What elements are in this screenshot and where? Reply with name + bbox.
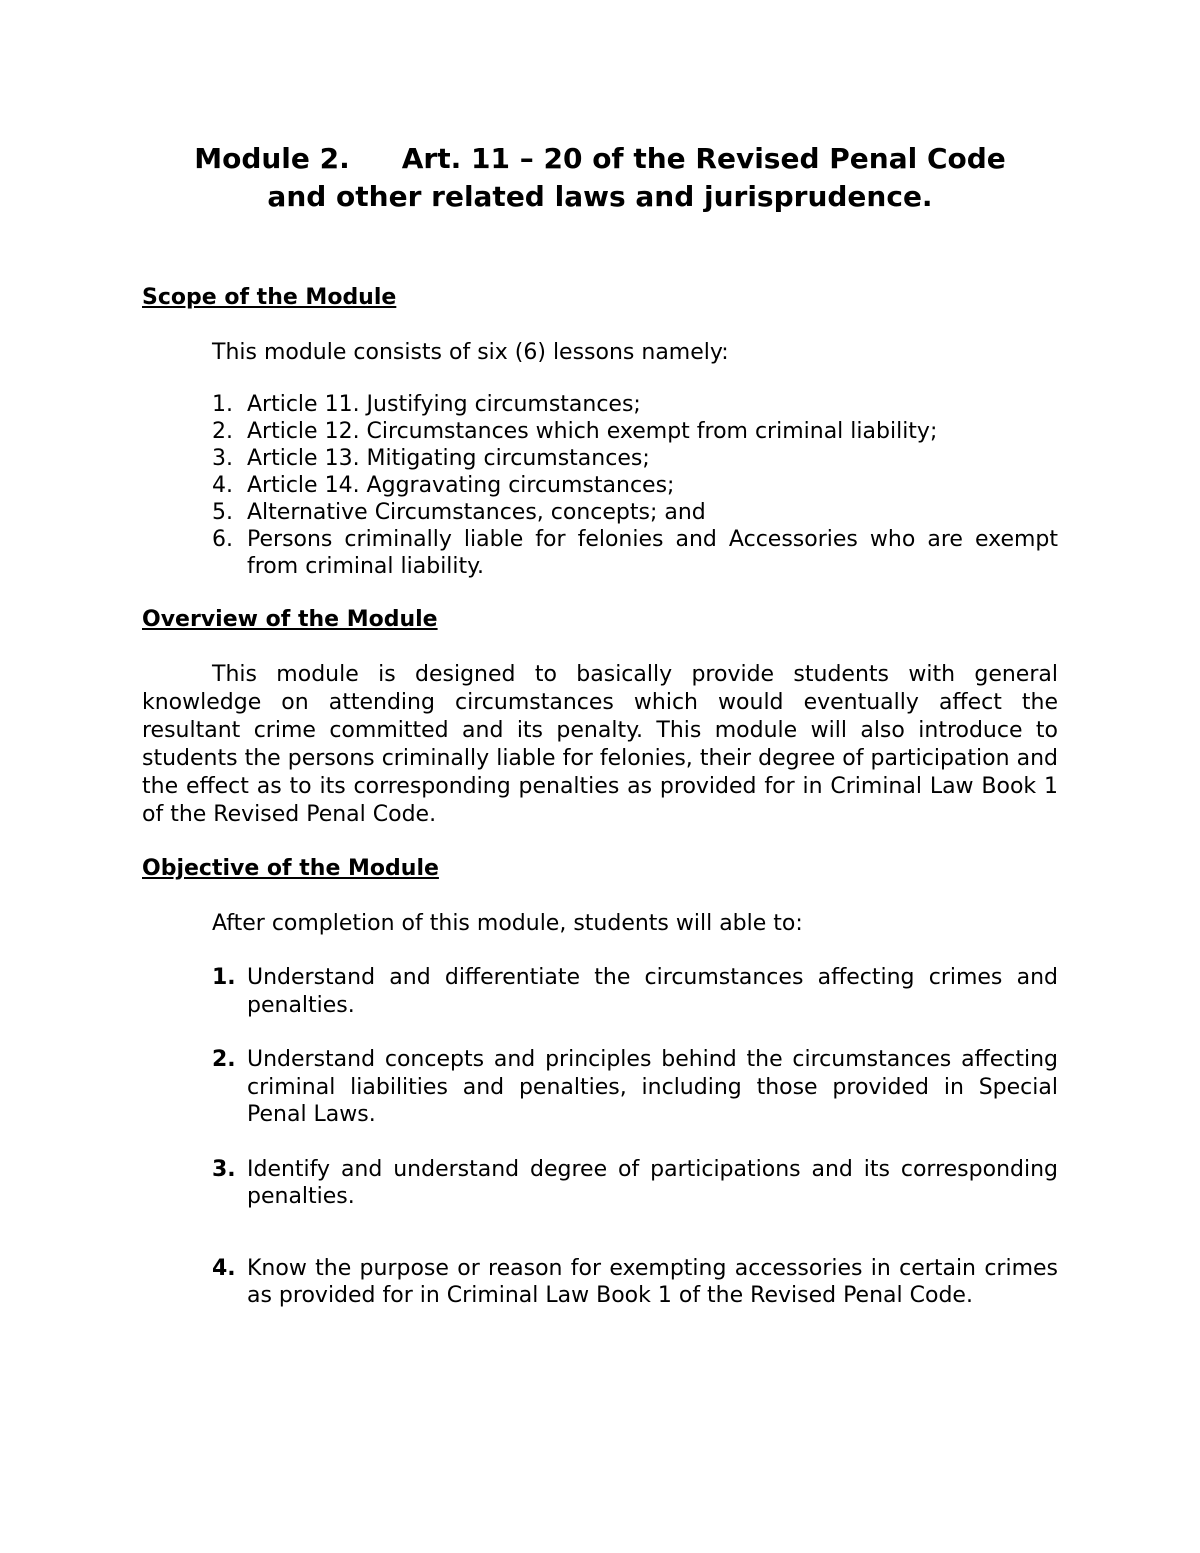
- list-item-text: Understand and differentiate the circumstances affecting crimes and penalties.: [247, 965, 1058, 1018]
- list-item: [142, 1156, 1058, 1211]
- objective-list: [142, 964, 1058, 1310]
- list-item-text: Article 13. Mitigating circumstances;: [247, 446, 650, 471]
- list-item: [142, 418, 1058, 445]
- list-item-number: 1.: [212, 392, 233, 417]
- list-item-number: 2.: [212, 419, 233, 444]
- list-item-text: Article 11. Justifying circumstances;: [247, 392, 641, 417]
- list-item-number: 4.: [212, 1255, 236, 1281]
- list-item-number: 5.: [212, 500, 233, 525]
- list-item-number: 3.: [212, 446, 233, 471]
- list-item-number: 1.: [212, 965, 236, 990]
- overview-heading: Overview of the Module: [142, 607, 438, 632]
- list-item-text: Identify and understand degree of participations and its corresponding penalties.: [247, 1156, 1058, 1209]
- list-item-text: Article 12. Circumstances which exempt from criminal liability;: [247, 419, 938, 444]
- document-page: [142, 140, 1058, 1310]
- scope-intro: This module consists of six (6) lessons namely:: [212, 340, 729, 365]
- list-item: [142, 526, 1058, 580]
- list-item-text: Alternative Circumstances, concepts; and: [247, 500, 706, 525]
- list-item-number: 4.: [212, 473, 233, 498]
- overview-paragraph: This module is designed to basically provide students with general knowledge on attending circumstances which would eventually affect the resultant crime committed and its penalty. This module will also introduce to students the persons criminally liable for felonies, their degree of participation and the effect as to its corresponding penalties as provided for in Criminal Law Book 1 of the Revised Penal Code.: [142, 662, 1058, 827]
- list-item-text: Understand concepts and principles behind the circumstances affecting criminal liabilities and penalties, including those provided in Special Penal Laws.: [247, 1047, 1058, 1127]
- list-item-number: 3.: [212, 1156, 236, 1182]
- list-item-number: 6.: [212, 527, 233, 552]
- list-item: [142, 445, 1058, 472]
- list-item-number: 2.: [212, 1047, 236, 1072]
- list-item: [142, 1046, 1058, 1129]
- list-item-text: Know the purpose or reason for exempting accessories in certain crimes as provided for in Criminal Law Book 1 of the Revised Penal Code.: [247, 1255, 1058, 1308]
- list-item-text: Persons criminally liable for felonies and Accessories who are exempt from criminal liability.: [247, 527, 1058, 579]
- list-item: [142, 964, 1058, 1019]
- list-item: [142, 391, 1058, 418]
- document-title: [142, 140, 1058, 216]
- title-articles: Art. 11 – 20 of the Revised Penal Code: [401, 142, 1006, 175]
- list-item-text: Article 14. Aggravating circumstances;: [247, 473, 675, 498]
- title-line-1: [142, 140, 1058, 178]
- scope-heading: Scope of the Module: [142, 285, 397, 310]
- scope-list: [142, 391, 1058, 580]
- list-item: [142, 1255, 1058, 1310]
- list-item: [142, 499, 1058, 526]
- title-line-2: and other related laws and jurisprudence.: [267, 180, 933, 213]
- title-module: Module 2.: [194, 142, 350, 175]
- objective-intro: After completion of this module, students will able to:: [212, 911, 803, 936]
- list-item: [142, 472, 1058, 499]
- objective-heading: Objective of the Module: [142, 856, 439, 881]
